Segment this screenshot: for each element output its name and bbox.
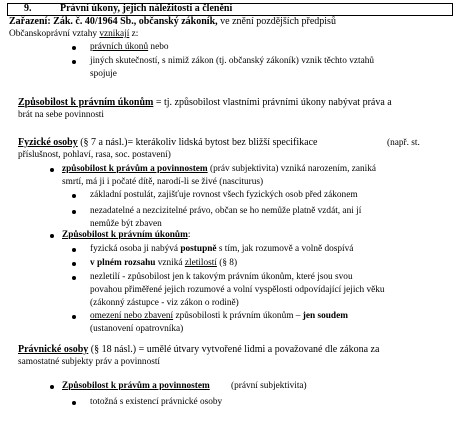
list-item: nezadatelné a nezcizitelné právo, občan se ho nemůže platně vzdát, ani jí bbox=[90, 206, 362, 216]
natural-persons-note: (např. st. bbox=[387, 138, 420, 148]
vznikaji-word: vznikají bbox=[99, 29, 130, 39]
list-item: v plném rozsahu vzniká zletilostí (§ 8) bbox=[90, 258, 238, 268]
legal-persons-definition: Právnické osoby (§ 18 násl.) = umělé útvary vytvořené lidmi a považované dle zákona za bbox=[18, 344, 380, 355]
classification-rest: ve znění pozdějších předpisů bbox=[217, 16, 336, 27]
capacity-definition: Způsobilost k právním úkonům = tj. způsobilost vlastními právními úkony nabývat práva a bbox=[18, 97, 392, 108]
classification-line-2: Občanskoprávní vztahy vznikají z: bbox=[9, 29, 139, 39]
bullet-icon bbox=[72, 210, 76, 214]
bullet-icon bbox=[50, 168, 54, 172]
classification-line bbox=[9, 17, 336, 27]
classification-law: Zák. č. 40/1964 Sb., občanský zákoník, bbox=[53, 16, 218, 27]
capacity-term: Způsobilost k právním úkonům bbox=[18, 97, 154, 108]
bullet-icon bbox=[72, 248, 76, 252]
bullet-icon bbox=[50, 234, 54, 238]
list-item: totožná s existencí právnické osoby bbox=[90, 397, 223, 407]
list-item-continuation: (ustanovení opatrovníka) bbox=[90, 324, 184, 334]
natural-persons-definition: Fyzické osoby (§ 7 a násl.)= kterákoliv lidská bytost bez bližší specifikace bbox=[18, 137, 318, 148]
list-item: způsobilost k právům a povinnostem (práv subjektivita) vzniká narozením, zaniká bbox=[62, 164, 376, 174]
list-item-continuation: spojuje bbox=[90, 69, 117, 79]
list-item: fyzická osoba ji nabývá postupně s tím, jak rozumově a volně dospívá bbox=[90, 244, 354, 254]
acts-term: Způsobilost k právním úkonům bbox=[62, 230, 188, 240]
list-item-continuation: povahou přiměřené jejich rozumové a volní vyspělosti odpovídající jejich věku bbox=[90, 285, 385, 295]
list-item: nezletilí - způsobilost jen k takovým právním úkonům, které jsou svou bbox=[90, 272, 353, 282]
bullet-icon bbox=[72, 276, 76, 280]
natural-persons-line-2: příslušnost, pohlaví, rasa, soc. postavení) bbox=[18, 150, 171, 160]
bullet-icon bbox=[72, 262, 76, 266]
legal-persons-term: Právnické osoby bbox=[18, 344, 89, 355]
legal-rights-term: Způsobilost k právům a povinnostem bbox=[62, 381, 210, 391]
section-number: 9. bbox=[24, 3, 32, 14]
list-item: základní postulát, zajišťuje rovnost všech fyzických osob před zákonem bbox=[90, 190, 358, 200]
rights-term: způsobilost k právům a povinnostem bbox=[62, 164, 208, 174]
classification-label: Zařazení: bbox=[9, 16, 51, 27]
capacity-definition-line-2: brát na sebe povinnosti bbox=[18, 110, 104, 120]
bullet-icon bbox=[50, 385, 54, 389]
legal-rights-note: (právní subjektivita) bbox=[231, 381, 307, 391]
bullet-icon bbox=[72, 315, 76, 319]
list-item: Způsobilost k právním úkonům: bbox=[62, 230, 191, 240]
legal-persons-line-2: samostatné subjekty práv a povinností bbox=[18, 357, 161, 367]
list-item-continuation: smrtí, má ji i počaté dítě, narodí-li se živé (nasciturus) bbox=[62, 177, 264, 187]
natural-persons-term: Fyzické osoby bbox=[18, 137, 78, 148]
list-item: omezení nebo zbavení způsobilosti k právním úkonům – jen soudem bbox=[90, 311, 348, 321]
list-item bbox=[62, 382, 210, 391]
bullet-icon bbox=[72, 60, 76, 64]
list-item-continuation: (zákonný zástupce - viz zákon o rodině) bbox=[90, 298, 239, 308]
list-item-continuation: nemůže být zbaven bbox=[90, 219, 162, 229]
bullet-icon bbox=[72, 194, 76, 198]
bullet-icon bbox=[72, 46, 76, 50]
list-item: jiných skutečností, s nimiž zákon (tj. občanský zákoník) vznik těchto vztahů bbox=[90, 56, 374, 66]
bullet-icon bbox=[72, 401, 76, 405]
section-title: Právní úkony, jejich náležitosti a členění bbox=[60, 3, 233, 14]
list-item: právních úkonů nebo bbox=[90, 42, 169, 52]
